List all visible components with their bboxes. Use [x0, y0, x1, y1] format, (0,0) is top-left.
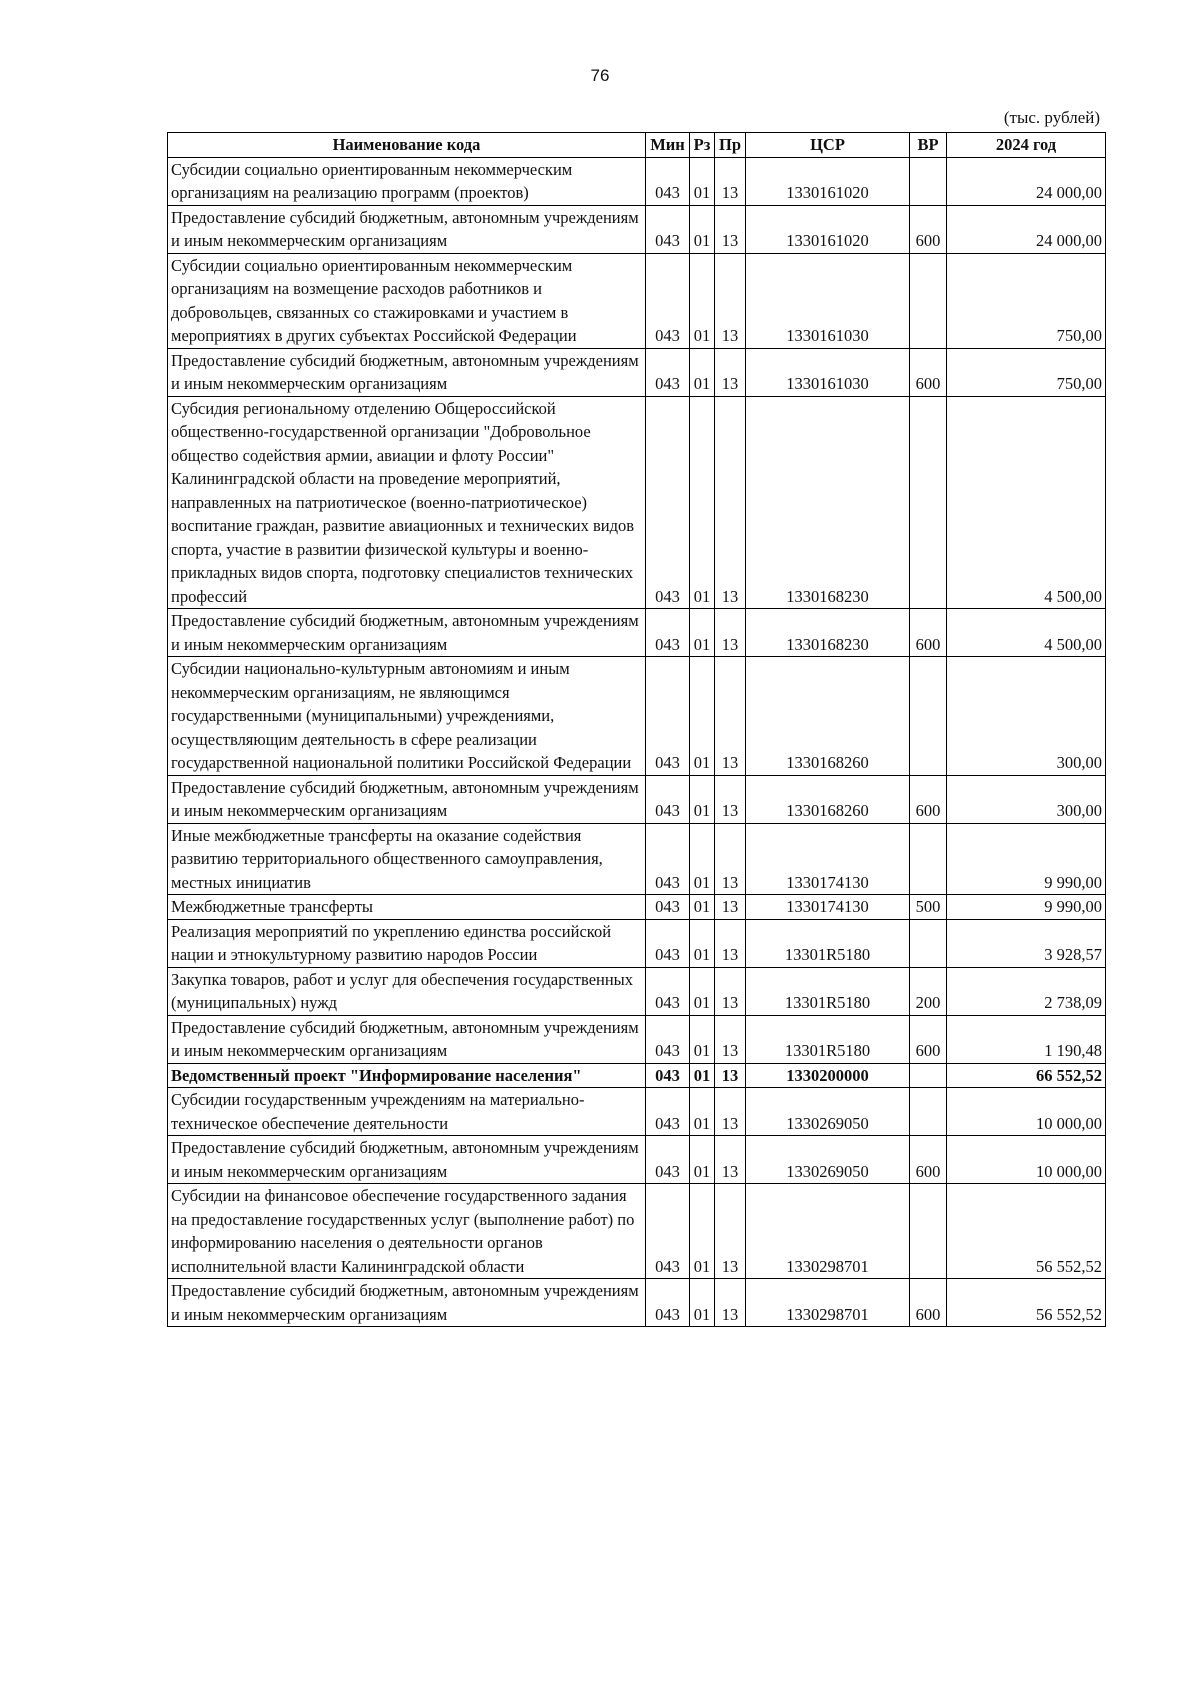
- cell-min: 043: [646, 1088, 690, 1136]
- cell-pr: 13: [715, 157, 746, 205]
- cell-csr: 13301R5180: [746, 967, 910, 1015]
- cell-vr: [910, 253, 947, 348]
- cell-min: 043: [646, 823, 690, 895]
- cell-pr: 13: [715, 823, 746, 895]
- table-row: [168, 967, 1106, 1015]
- cell-amount: 750,00: [947, 253, 1106, 348]
- header-year: 2024 год: [947, 133, 1106, 158]
- cell-rz: 01: [690, 396, 715, 609]
- header-pr: Пр: [715, 133, 746, 158]
- cell-name: Ведомственный проект "Информирование населения": [168, 1063, 646, 1088]
- page-number: 76: [590, 66, 610, 85]
- table-row: [168, 895, 1106, 920]
- cell-name: Межбюджетные трансферты: [168, 895, 646, 920]
- cell-pr: 13: [715, 1136, 746, 1184]
- cell-min: 043: [646, 1015, 690, 1063]
- cell-csr: 13301R5180: [746, 1015, 910, 1063]
- cell-csr: 1330168260: [746, 657, 910, 776]
- cell-rz: 01: [690, 1063, 715, 1088]
- cell-pr: 13: [715, 1184, 746, 1279]
- cell-min: 043: [646, 609, 690, 657]
- cell-csr: 1330168260: [746, 775, 910, 823]
- cell-vr: 200: [910, 967, 947, 1015]
- cell-amount: 3 928,57: [947, 919, 1106, 967]
- cell-amount: 300,00: [947, 657, 1106, 776]
- cell-min: 043: [646, 396, 690, 609]
- cell-vr: [910, 396, 947, 609]
- header-vr: ВР: [910, 133, 947, 158]
- cell-rz: 01: [690, 1015, 715, 1063]
- cell-name: Субсидии на финансовое обеспечение государственного задания на предоставление государственных услуг (выполнение работ) по информированию населения о деятельности органов исполнительной власти Калининградской области: [168, 1184, 646, 1279]
- table-row: [168, 609, 1106, 657]
- cell-min: 043: [646, 205, 690, 253]
- cell-amount: 10 000,00: [947, 1136, 1106, 1184]
- table-row: [168, 657, 1106, 776]
- cell-rz: 01: [690, 775, 715, 823]
- cell-pr: 13: [715, 1088, 746, 1136]
- header-rz: Рз: [690, 133, 715, 158]
- cell-rz: 01: [690, 609, 715, 657]
- cell-pr: 13: [715, 609, 746, 657]
- cell-vr: [910, 1063, 947, 1088]
- cell-vr: 600: [910, 775, 947, 823]
- table-header-row: [168, 133, 1106, 158]
- cell-pr: 13: [715, 1279, 746, 1327]
- cell-amount: 9 990,00: [947, 823, 1106, 895]
- cell-pr: 13: [715, 348, 746, 396]
- cell-pr: 13: [715, 895, 746, 920]
- cell-rz: 01: [690, 348, 715, 396]
- cell-amount: 300,00: [947, 775, 1106, 823]
- cell-rz: 01: [690, 823, 715, 895]
- cell-vr: 600: [910, 1136, 947, 1184]
- cell-vr: 600: [910, 1015, 947, 1063]
- cell-rz: 01: [690, 1184, 715, 1279]
- table-row: [168, 775, 1106, 823]
- cell-amount: 10 000,00: [947, 1088, 1106, 1136]
- cell-min: 043: [646, 348, 690, 396]
- cell-vr: [910, 1088, 947, 1136]
- cell-name: Реализация мероприятий по укреплению единства российской нации и этнокультурному развитию народов России: [168, 919, 646, 967]
- cell-min: 043: [646, 1279, 690, 1327]
- cell-pr: 13: [715, 1063, 746, 1088]
- cell-csr: 1330298701: [746, 1279, 910, 1327]
- cell-amount: 56 552,52: [947, 1184, 1106, 1279]
- table-row: [168, 253, 1106, 348]
- cell-rz: 01: [690, 895, 715, 920]
- cell-vr: 600: [910, 1279, 947, 1327]
- table-row: [168, 396, 1106, 609]
- cell-name: Предоставление субсидий бюджетным, автономным учреждениям и иным некоммерческим организациям: [168, 205, 646, 253]
- table-row: [168, 1088, 1106, 1136]
- cell-vr: [910, 823, 947, 895]
- cell-rz: 01: [690, 205, 715, 253]
- table-row: [168, 1184, 1106, 1279]
- cell-csr: 1330174130: [746, 895, 910, 920]
- table-row: [168, 1279, 1106, 1327]
- cell-name: Предоставление субсидий бюджетным, автономным учреждениям и иным некоммерческим организациям: [168, 348, 646, 396]
- cell-csr: 1330161020: [746, 205, 910, 253]
- budget-table: [167, 132, 1106, 1327]
- cell-min: 043: [646, 895, 690, 920]
- cell-amount: 750,00: [947, 348, 1106, 396]
- cell-pr: 13: [715, 775, 746, 823]
- cell-rz: 01: [690, 253, 715, 348]
- cell-min: 043: [646, 967, 690, 1015]
- cell-rz: 01: [690, 157, 715, 205]
- cell-rz: 01: [690, 1136, 715, 1184]
- cell-name: Предоставление субсидий бюджетным, автономным учреждениям и иным некоммерческим организациям: [168, 609, 646, 657]
- cell-csr: 1330174130: [746, 823, 910, 895]
- cell-rz: 01: [690, 1279, 715, 1327]
- cell-vr: [910, 1184, 947, 1279]
- cell-pr: 13: [715, 253, 746, 348]
- cell-csr: 1330200000: [746, 1063, 910, 1088]
- table-row: [168, 157, 1106, 205]
- cell-vr: 600: [910, 205, 947, 253]
- cell-rz: 01: [690, 657, 715, 776]
- cell-min: 043: [646, 657, 690, 776]
- table-row: [168, 205, 1106, 253]
- header-csr: ЦСР: [746, 133, 910, 158]
- cell-rz: 01: [690, 967, 715, 1015]
- cell-amount: 1 190,48: [947, 1015, 1106, 1063]
- cell-name: Предоставление субсидий бюджетным, автономным учреждениям и иным некоммерческим организациям: [168, 1136, 646, 1184]
- cell-csr: 1330168230: [746, 609, 910, 657]
- cell-pr: 13: [715, 205, 746, 253]
- cell-amount: 66 552,52: [947, 1063, 1106, 1088]
- cell-pr: 13: [715, 657, 746, 776]
- cell-amount: 4 500,00: [947, 396, 1106, 609]
- table-row: [168, 823, 1106, 895]
- cell-vr: [910, 657, 947, 776]
- cell-name: Субсидии национально-культурным автономиям и иным некоммерческим организациям, не являющимся государственными (муниципальными) учреждениями, осуществляющим деятельность в сфере реализации государственной национальной политики Российской Федерации: [168, 657, 646, 776]
- cell-min: 043: [646, 775, 690, 823]
- cell-min: 043: [646, 157, 690, 205]
- cell-name: Предоставление субсидий бюджетным, автономным учреждениям и иным некоммерческим организациям: [168, 1015, 646, 1063]
- cell-rz: 01: [690, 919, 715, 967]
- cell-csr: 1330298701: [746, 1184, 910, 1279]
- table-row: [168, 348, 1106, 396]
- cell-rz: 01: [690, 1088, 715, 1136]
- cell-name: Предоставление субсидий бюджетным, автономным учреждениям и иным некоммерческим организациям: [168, 775, 646, 823]
- cell-min: 043: [646, 253, 690, 348]
- header-name: Наименование кода: [168, 133, 646, 158]
- cell-name: Субсидии государственным учреждениям на материально-техническое обеспечение деятельности: [168, 1088, 646, 1136]
- cell-vr: 500: [910, 895, 947, 920]
- cell-min: 043: [646, 919, 690, 967]
- cell-pr: 13: [715, 919, 746, 967]
- cell-name: Субсидия региональному отделению Общероссийской общественно-государственной организации "Добровольное общество содействия армии, авиации и флоту России" Калининградской области на проведение мероприятий, направленных на патриотическое (военно-патриотическое) воспитание граждан, развитие авиационных и технических видов спорта, участие в развитии физической культуры и военно-прикладных видов спорта, подготовку специалистов технических профессий: [168, 396, 646, 609]
- cell-vr: [910, 919, 947, 967]
- cell-vr: 600: [910, 348, 947, 396]
- cell-name: Предоставление субсидий бюджетным, автономным учреждениям и иным некоммерческим организациям: [168, 1279, 646, 1327]
- cell-amount: 9 990,00: [947, 895, 1106, 920]
- cell-amount: 24 000,00: [947, 205, 1106, 253]
- cell-name: Субсидии социально ориентированным некоммерческим организациям на возмещение расходов работников и добровольцев, связанных со стажировками и участием в мероприятиях в других субъектах Российской Федерации: [168, 253, 646, 348]
- cell-pr: 13: [715, 396, 746, 609]
- cell-amount: 2 738,09: [947, 967, 1106, 1015]
- table-row: [168, 1015, 1106, 1063]
- cell-min: 043: [646, 1136, 690, 1184]
- cell-csr: 1330269050: [746, 1136, 910, 1184]
- table-row: [168, 1063, 1106, 1088]
- table-row: [168, 1136, 1106, 1184]
- table-row: [168, 919, 1106, 967]
- cell-csr: 1330269050: [746, 1088, 910, 1136]
- cell-min: 043: [646, 1184, 690, 1279]
- cell-csr: 1330161030: [746, 348, 910, 396]
- header-min: Мин: [646, 133, 690, 158]
- cell-name: Закупка товаров, работ и услуг для обеспечения государственных (муниципальных) нужд: [168, 967, 646, 1015]
- cell-amount: 24 000,00: [947, 157, 1106, 205]
- cell-pr: 13: [715, 1015, 746, 1063]
- cell-amount: 56 552,52: [947, 1279, 1106, 1327]
- cell-csr: 13301R5180: [746, 919, 910, 967]
- cell-csr: 1330168230: [746, 396, 910, 609]
- cell-csr: 1330161030: [746, 253, 910, 348]
- units-label: (тыс. рублей): [1003, 108, 1100, 127]
- cell-pr: 13: [715, 967, 746, 1015]
- cell-amount: 4 500,00: [947, 609, 1106, 657]
- cell-csr: 1330161020: [746, 157, 910, 205]
- cell-vr: [910, 157, 947, 205]
- cell-vr: 600: [910, 609, 947, 657]
- cell-name: Иные межбюджетные трансферты на оказание содействия развитию территориального общественного самоуправления, местных инициатив: [168, 823, 646, 895]
- cell-min: 043: [646, 1063, 690, 1088]
- cell-name: Субсидии социально ориентированным некоммерческим организациям на реализацию программ (проектов): [168, 157, 646, 205]
